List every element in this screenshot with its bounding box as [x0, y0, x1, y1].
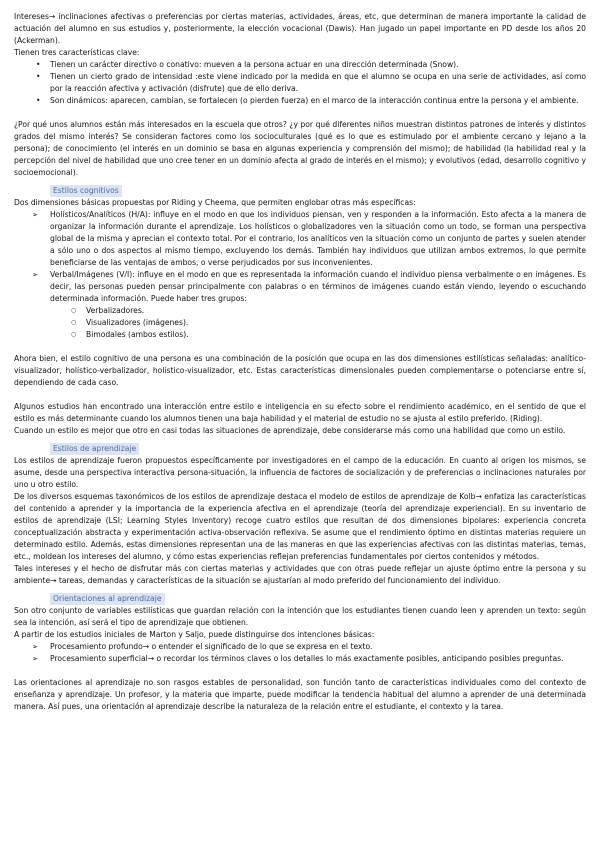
arrow-bullet-icon: ➢ [32, 654, 39, 663]
aprendizaje-paragraph-origin: Los estilos de aprendizaje fueron propuestos específicamente por investigadores en el campo de la educación. En cuanto al origen los mismos, se asume, desde una perspectiva interactiva persona-situación, la influencia de factores de socialización y de preferencias o inclinaciones naturales por uno u otro estilo. [14, 456, 586, 489]
intereses-question-paragraph: ¿Por qué unos alumnos están más interesados en la escuela que otros? ¿y por qué diferentes niños muestran distintos patrones de interés y distintos grados del mismo interés? Se consideran factores como los socioculturales (qué es lo que es estimulado por el ambiente cercano y lejano a la persona); de conocimiento (el interés en un dominio se basa en algunas experiencia y comprensión del mismo); de habilidad (la habilidad real y la percepción del nivel de habilidad que uno cree tener en un dominio afecta al grado de interés en el mismo); y evolutivos (edad, desarrollo cognitivo y socioemocional). [14, 120, 586, 177]
dimensions-list [14, 209, 586, 305]
list-item: ○ Visualizadores (imágenes). [71, 318, 189, 327]
list-item: ➢ Holísticos/Analíticos (H/A): influye en el modo en que los individuos piensan, ven y responden a la información. Esto afecta a la manera de organizar la información durante el aprendizaje. Los holísticos o globalizadores ven la situación como un todo, se forman una perspectiva global de la misma y aprecian el contexto total. Por el contrario, los analíticos ven la situación como un conjunto de partes y suelen atender a sólo uno o dos aspectos al mismo tiempo, excluyendo los demás. También hay individuos que utilizan ambos extremos, lo que permite beneficiarse de las ventajas de ambos, o verse perjudicados por sus inconvenientes. [32, 210, 586, 267]
orientaciones-paragraph-intro: Son otro conjunto de variables estilísticas que guardan relación con la intención que los estudiantes tienen cuando leen y aprenden un texto: según sea la intención, así será el tipo de aprendizaje que obtienen. [14, 606, 586, 627]
list-item: ○ Bimodales (ambos estilos). [71, 330, 189, 339]
list-item: • Tienen un carácter directivo o conativo: mueven a la persona actuar en una dirección determinada (Snow). [36, 60, 459, 69]
estilos-paragraph-combination: Ahora bien, el estilo cognitivo de una persona es una combinación de la posición que ocupa en las dos dimensiones estilísticas señaladas: analítico-visualizador, holístico-verbalizador, holístico-visualizador, etc. Estas características dimensionales pueden complementarse o potenciarse entre sí, dependiendo de cada caso. [14, 354, 586, 387]
estilos-paragraph-studies: Algunos estudios han encontrado una interacción entre estilo e inteligencia en su efecto sobre el rendimiento académico, en el sentido de que el estilo es más determinante cuando los alumnos tienen una baja habilidad y el material de estudio no se ajusta al estilo preferido. (Riding). [14, 402, 586, 423]
aprendizaje-paragraph-kolb: De los diversos esquemas taxonómicos de los estilos de aprendizaje destaca el modelo de estilos de aprendizaje de Kolb→ enfatiza las características del contenido a aprender y la importancia de la experiencia afectiva en el aprendizaje (teoría del aprendizaje experiencial). En su inventario de estilos de aprendizaje (LSI; Learning Styles Inventory) recoge cuatro estilos que resultan de dos dimensiones bipolares: experiencia concreta conceptualización abstracta y experimentación activa-observación reflexiva. Se asume que el rendimiento óptimo en distintas materias requiere un determinado estilo. Además, estas dimensiones representan una de las maneras en que las experiencias afectivas con las distintas materias, temas, etc., moldean los intereses del alumno, y cómo estas experiencias reflejan preferencias fundamentales por ciertos contenidos y métodos. [14, 492, 586, 561]
section-heading-orientaciones: Orientaciones al aprendizaje [50, 593, 165, 605]
list-item: ➢ Procesamiento superficial→ o recordar los términos claves o los detalles lo más exactamente posibles, anticipando posibles preguntas. [32, 654, 564, 663]
circle-bullet-icon: ○ [71, 319, 77, 326]
orientaciones-paragraph-marton: A partir de los estudios iniciales de Marton y Saljo, puede distinguirse dos intenciones básicas: [14, 630, 375, 639]
estilos-paragraph-habilidad: Cuando un estilo es mejor que otro en casi todas las situaciones de aprendizaje, debe considerarse más como una habilidad que como un estilo. [14, 426, 566, 435]
circle-bullet-icon: ○ [71, 307, 77, 314]
list-item: • Son dinámicos: aparecen, cambian, se fortalecen (o pierden fuerza) en el marco de la interacción continua entre la persona y el ambiente. [36, 96, 579, 105]
orientaciones-paragraph-conclusion: Las orientaciones al aprendizaje no son rasgos estables de personalidad, son función tanto de características individuales como del contexto de enseñanza y aprendizaje. Un profesor, y la materia que imparte, puede modificar la tendencia habitual del alumno a aprender de una determinada manera. Así pues, una orientación al aprendizaje describe la naturaleza de la relación entre el estudiante, el contexto y la tarea. [14, 678, 586, 711]
list-item: • Tienen un cierto grado de intensidad :este viene indicado por la medida en que el alumno se ocupa en una serie de actividades, así como por la reacción afectiva y activación (disfrute) que de ello deriva. [36, 72, 586, 93]
section-heading-estilos-cognitivos: Estilos cognitivos [50, 185, 122, 197]
bullet-dot-icon: • [36, 96, 41, 105]
bullet-dot-icon: • [36, 72, 41, 81]
list-item: ➢ Procesamiento profundo→ o entender el significado de lo que se expresa en el texto. [32, 642, 373, 651]
circle-bullet-icon: ○ [71, 331, 77, 338]
characteristics-list [14, 59, 586, 107]
processing-list [14, 641, 586, 665]
list-item: ○ Verbalizadores. [71, 306, 145, 315]
groups-list [14, 305, 586, 341]
arrow-bullet-icon: ➢ [32, 270, 39, 279]
arrow-bullet-icon: ➢ [32, 210, 39, 219]
bullet-dot-icon: • [36, 60, 41, 69]
intereses-definition: Intereses→ inclinaciones afectivas o preferencias por ciertas materias, actividades, áreas, etc, que determinan de manera importante la calidad de actuación del alumno en sus estudios y, posteriormente, la elección vocacional (Dawis). Han jugado un papel importante en PD desde los años 20 (Ackerman). [14, 12, 586, 45]
intereses-three-characteristics: Tienen tres características clave: [14, 48, 140, 57]
section-heading-estilos-aprendizaje: Estilos de aprendizaje [50, 443, 139, 455]
aprendizaje-paragraph-ajuste: Tales intereses y el hecho de disfrutar más con ciertas materias y actividades que con otras puede reflejar un ajuste óptimo entre la persona y su ambiente→ tareas, demandas y características de la situación se ajustarían al modo preferido del funcionamiento del individuo. [14, 564, 586, 585]
arrow-bullet-icon: ➢ [32, 642, 39, 651]
estilos-intro: Dos dimensiones básicas propuestas por Riding y Cheema, que permiten englobar otras más específicas: [14, 198, 416, 207]
list-item: ➢ Verbal/Imágenes (V/I): influye en el modo en que es representada la información cuando el individuo piensa verbalmente o en imágenes. Es decir, las personas pueden pensar principalmente con palabras o en términos de imágenes cuando están viendo, leyendo o escuchando determinada información. Puede haber tres grupos: [32, 270, 586, 303]
